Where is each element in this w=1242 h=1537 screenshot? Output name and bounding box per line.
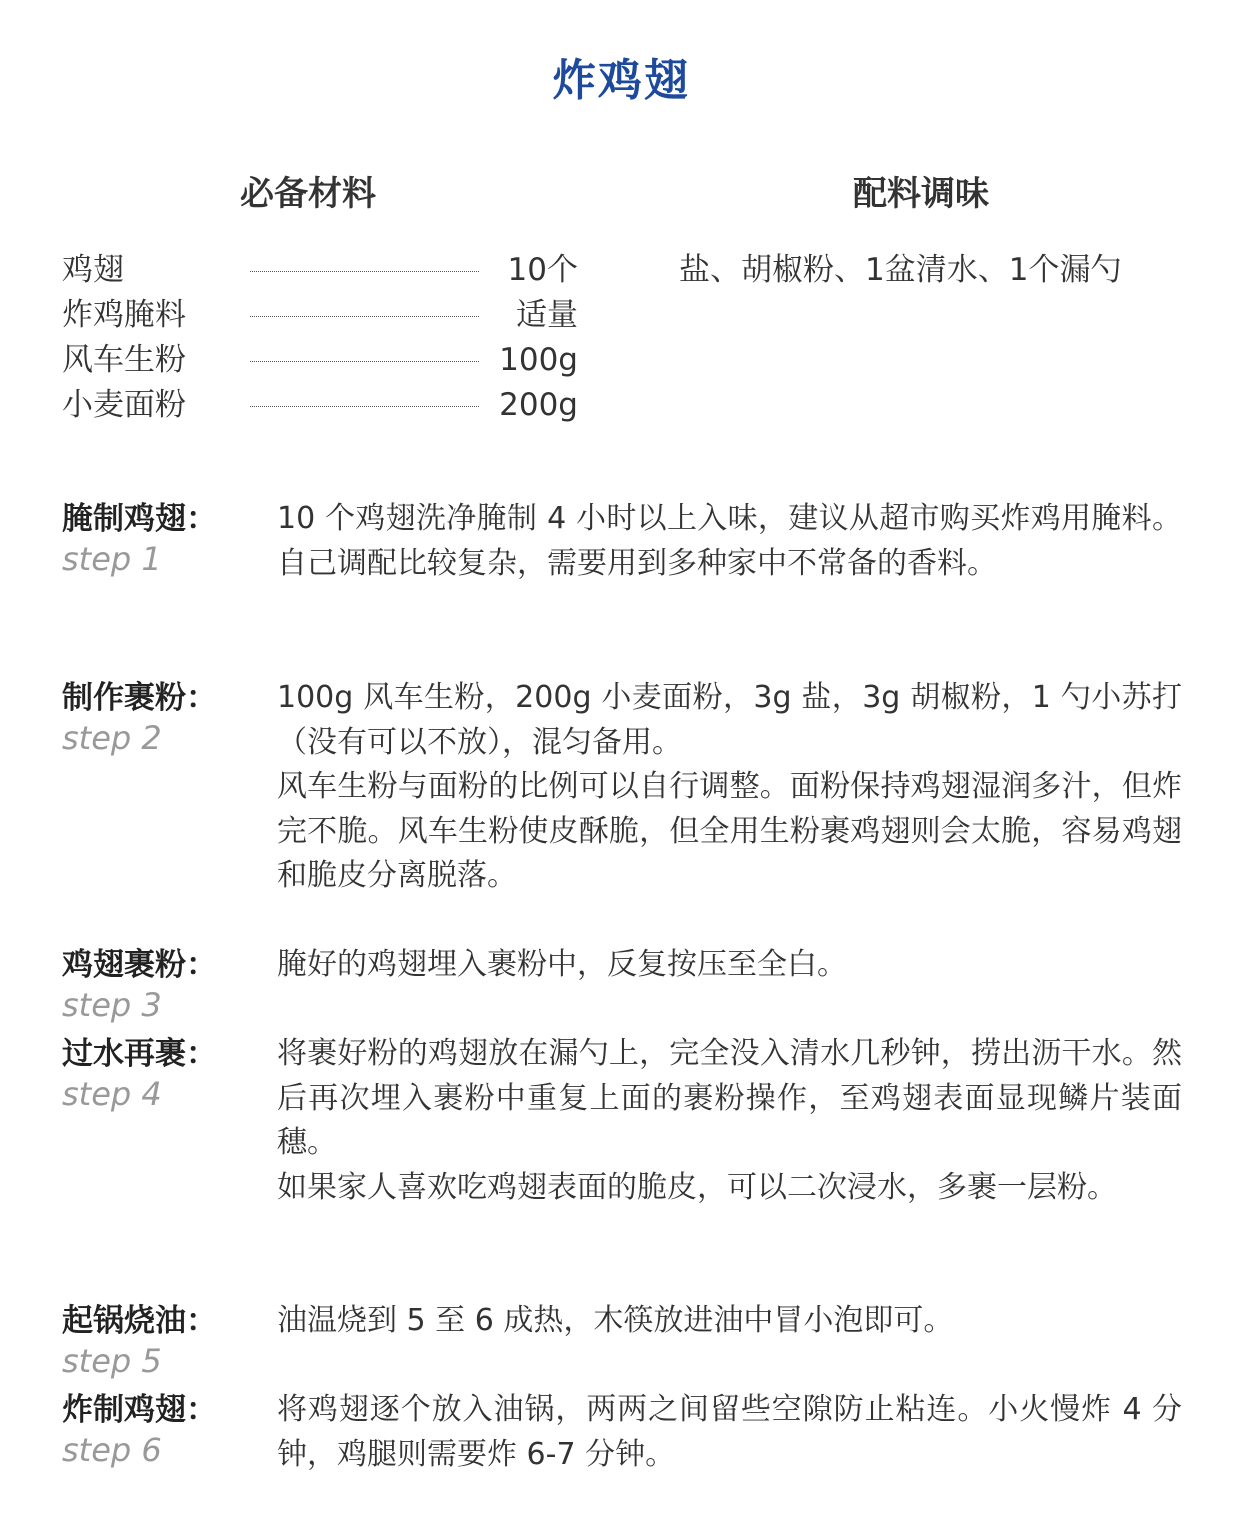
step-name: 制作裹粉： (62, 680, 217, 716)
dotted-leader (250, 361, 479, 362)
seasoning-heading: 配料调味 (853, 174, 989, 214)
step-label (62, 497, 262, 577)
page-title: 炸鸡翅 (552, 55, 690, 106)
ingredients-heading: 必备材料 (240, 174, 376, 214)
step-name: 炸制鸡翅： (62, 1392, 217, 1428)
seasoning-text: 盐、胡椒粉、1盆清水、1个漏勺 (679, 252, 1122, 288)
step-paragraph: 将鸡翅逐个放入油锅，两两之间留些空隙防止粘连。小火慢炸 4 分钟，鸡腿则需要炸 6-7 分钟。 (277, 1392, 1182, 1472)
step-number: step 6 (62, 1431, 162, 1469)
ingredient-quantity: 100g (499, 342, 578, 378)
step-number: step 1 (62, 540, 162, 578)
dotted-leader (250, 406, 479, 407)
ingredient-name: 风车生粉 (62, 342, 186, 378)
step-label (62, 676, 262, 756)
step-paragraph: 腌好的鸡翅埋入裹粉中，反复按压至全白。 (277, 947, 847, 982)
ingredient-row (62, 293, 582, 338)
step-body (277, 676, 1182, 899)
step-body (277, 497, 1182, 586)
ingredient-quantity: 10个 (507, 252, 578, 288)
ingredient-row (62, 248, 582, 293)
step-label (62, 1032, 262, 1112)
ingredient-row (62, 338, 582, 383)
step-label (62, 1299, 262, 1379)
step-number: step 3 (62, 986, 162, 1024)
step-paragraph: 10 个鸡翅洗净腌制 4 小时以上入味，建议从超市购买炸鸡用腌料。自己调配比较复杂，需要用到多种家中不常备的香料。 (277, 501, 1182, 581)
dotted-leader (250, 316, 479, 317)
step-number: step 4 (62, 1075, 162, 1113)
ingredient-name: 炸鸡腌料 (62, 297, 186, 333)
step-number: step 5 (62, 1342, 162, 1380)
dotted-leader (250, 271, 479, 272)
ingredient-name: 小麦面粉 (62, 387, 186, 423)
step-label (62, 1388, 262, 1468)
step-paragraph: 如果家人喜欢吃鸡翅表面的脆皮，可以二次浸水，多裹一层粉。 (277, 1169, 1117, 1205)
step-paragraph: 将裹好粉的鸡翅放在漏勺上，完全没入清水几秒钟，捞出沥干水。然后再次埋入裹粉中重复上面的裹粉操作，至鸡翅表面显现鳞片装面穗。 (277, 1036, 1182, 1160)
step-number: step 2 (62, 719, 162, 757)
step-name: 腌制鸡翅： (62, 501, 217, 537)
step-name: 过水再裹： (62, 1036, 217, 1072)
ingredients-list (62, 248, 582, 428)
step-body (277, 1032, 1182, 1210)
step-body (277, 943, 1182, 988)
step-body (277, 1299, 1182, 1344)
step-paragraph: 100g 风车生粉，200g 小麦面粉，3g 盐，3g 胡椒粉，1 勺小苏打（没有可以不放），混匀备用。 (277, 680, 1182, 760)
ingredient-quantity: 适量 (516, 297, 578, 333)
ingredient-name: 鸡翅 (62, 252, 124, 288)
step-paragraph: 油温烧到 5 至 6 成热，木筷放进油中冒小泡即可。 (277, 1303, 954, 1338)
step-label (62, 943, 262, 1023)
ingredient-quantity: 200g (499, 387, 578, 423)
step-body (277, 1388, 1182, 1477)
step-name: 鸡翅裹粉： (62, 947, 217, 983)
step-paragraph: 风车生粉与面粉的比例可以自行调整。面粉保持鸡翅湿润多汁，但炸完不脆。风车生粉使皮酥脆，但全用生粉裹鸡翅则会太脆，容易鸡翅和脆皮分离脱落。 (277, 769, 1182, 893)
step-name: 起锅烧油： (62, 1303, 217, 1339)
ingredient-row (62, 383, 582, 428)
